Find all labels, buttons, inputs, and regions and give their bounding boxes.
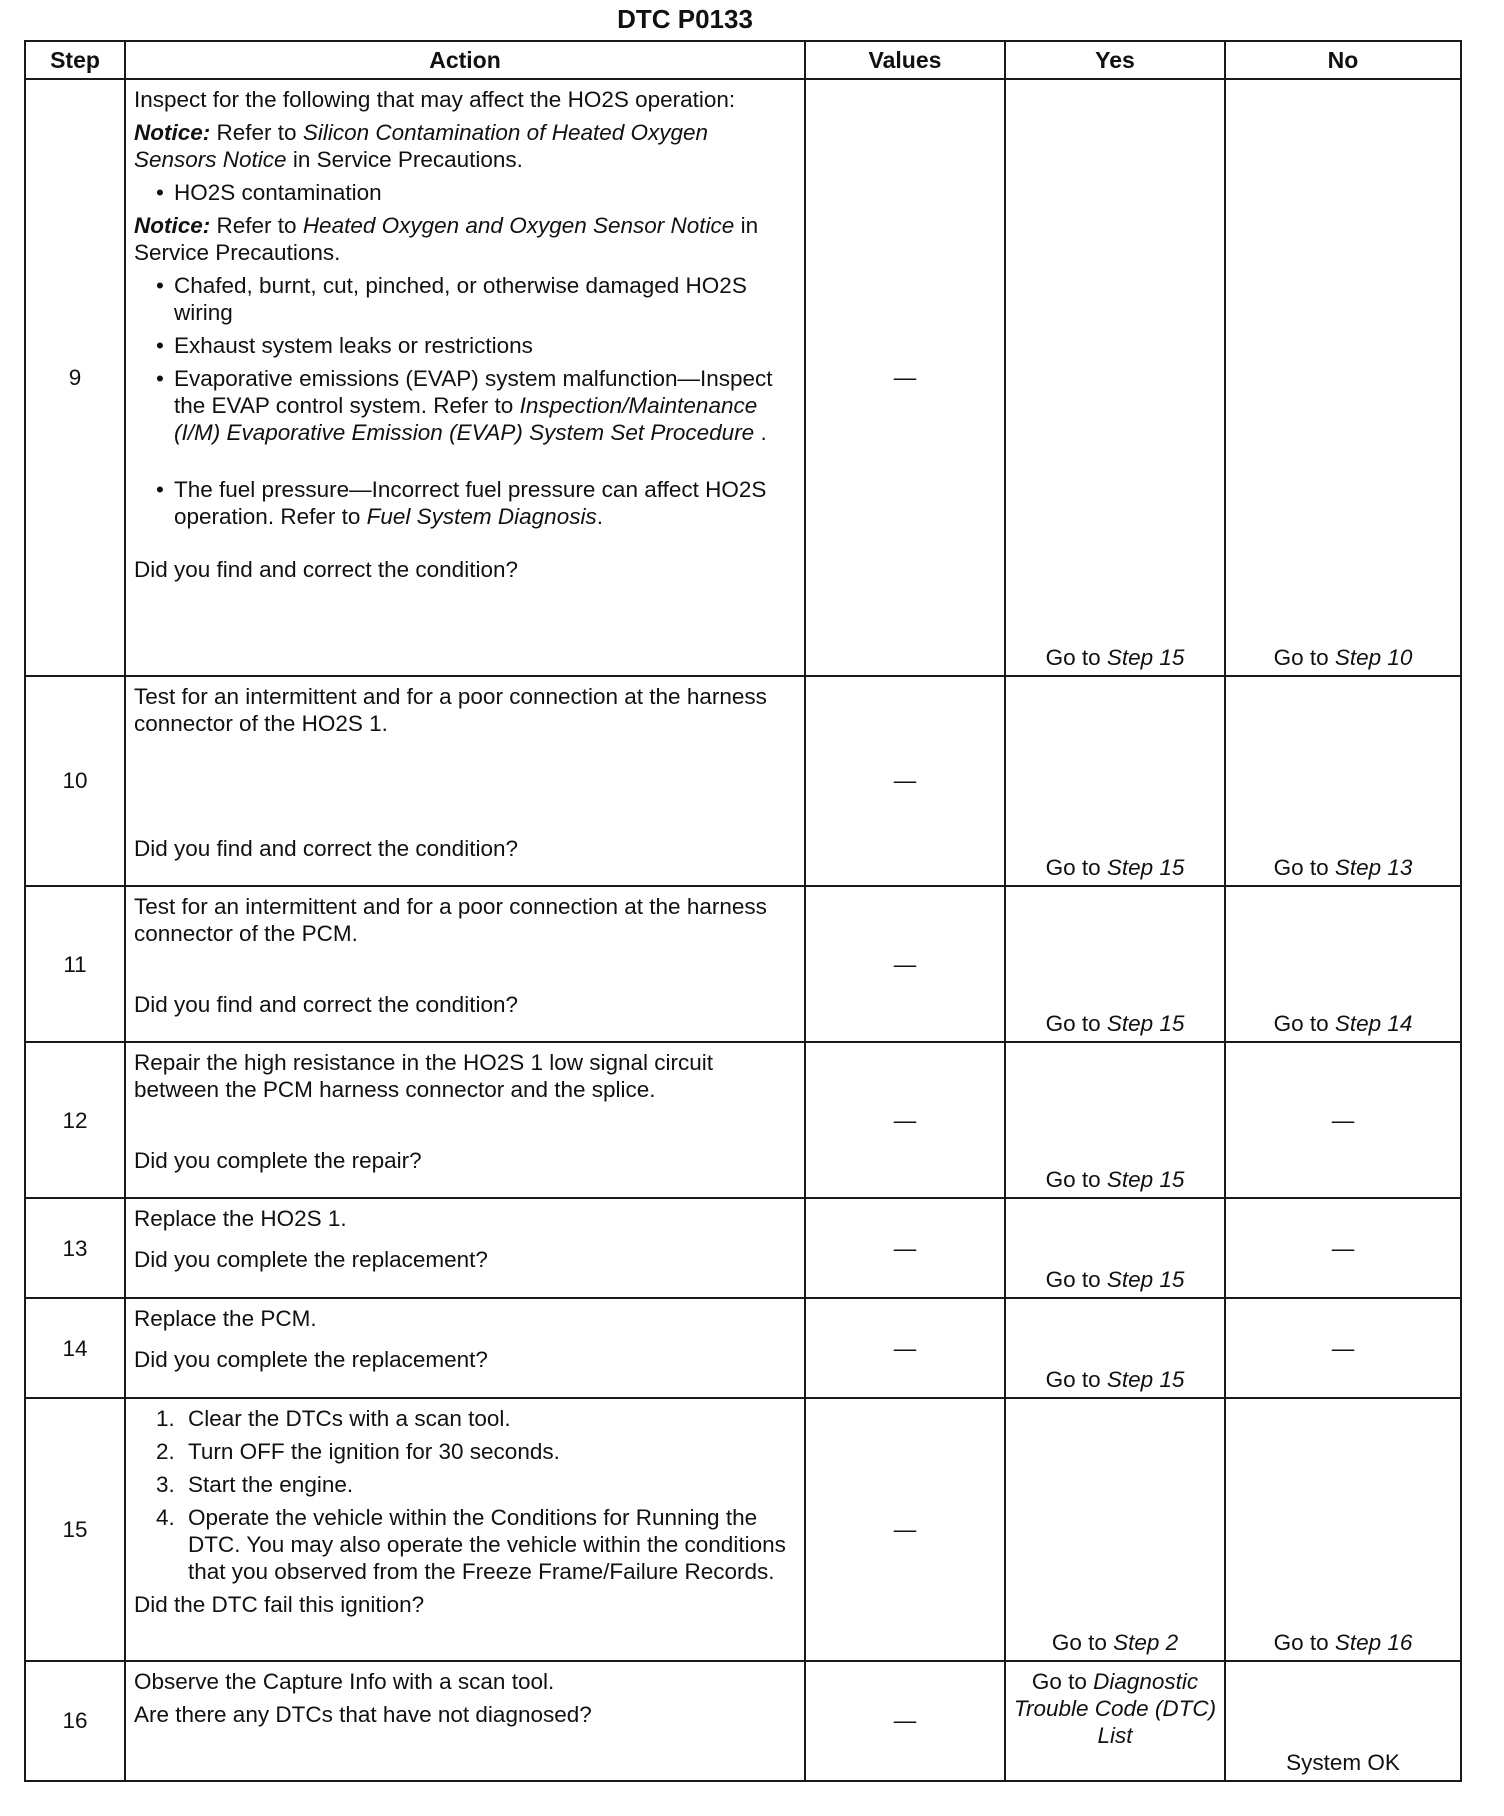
action-question: Did you find and correct the condition? (134, 991, 518, 1017)
yes-cell: Go to Step 15 (1005, 676, 1225, 886)
action-text: Test for an intermittent and for a poor connection at the harness connector of the HO2S 1. (134, 683, 767, 736)
list-item: 1. Clear the DTCs with a scan tool. (156, 1406, 511, 1432)
yes-cell: Go to Step 15 (1005, 1298, 1225, 1398)
values-cell: — (805, 1298, 1005, 1398)
table-row (25, 1398, 1461, 1660)
table-row (25, 676, 1461, 886)
no-cell: Go to Step 13 (1225, 676, 1461, 886)
header-values: Values (805, 41, 1005, 79)
step-number: 15 (25, 1398, 125, 1660)
list-item: 3. Start the engine. (156, 1472, 354, 1498)
list-item: • HO2S contamination (134, 179, 796, 206)
step-number: 13 (25, 1198, 125, 1298)
action-question: Did you find and correct the condition? (134, 557, 518, 582)
no-cell: Go to Step 16 (1225, 1398, 1461, 1660)
action-cell (125, 1298, 805, 1398)
yes-cell: Go to Step 15 (1005, 886, 1225, 1042)
table-row (25, 79, 1461, 676)
yes-cell: Go to Step 15 (1005, 1042, 1225, 1198)
diagnostic-table (24, 40, 1462, 1782)
action-question: Did you complete the repair? (134, 1148, 422, 1174)
no-cell: — (1225, 1298, 1461, 1398)
no-cell: — (1225, 1198, 1461, 1298)
action-cell (125, 1398, 805, 1660)
table-header-row (25, 41, 1461, 79)
table-row (25, 1198, 1461, 1298)
action-question: Did you complete the replacement? (134, 1247, 488, 1273)
values-cell: — (805, 1398, 1005, 1660)
no-cell: — (1225, 1042, 1461, 1198)
action-cell (125, 1661, 805, 1781)
action-cell (125, 1198, 805, 1298)
header-step: Step (25, 41, 125, 79)
list-item: • Chafed, burnt, cut, pinched, or otherwise damaged HO2S wiring (134, 272, 796, 326)
action-text: Replace the HO2S 1. (134, 1206, 347, 1232)
table-row (25, 1042, 1461, 1198)
header-no: No (1225, 41, 1461, 79)
yes-cell: Go to Diagnostic Trouble Code (DTC) List (1005, 1661, 1225, 1781)
action-question: Did you complete the replacement? (134, 1347, 488, 1373)
table-row (25, 1661, 1461, 1781)
step-number: 10 (25, 676, 125, 886)
action-question: Did the DTC fail this ignition? (134, 1592, 425, 1618)
step-number: 14 (25, 1298, 125, 1398)
notice: Notice: Refer to Heated Oxygen and Oxygen Sensor Notice in Service Precautions. (134, 213, 759, 265)
action-text: Test for an intermittent and for a poor connection at the harness connector of the PCM. (134, 893, 767, 946)
yes-cell: Go to Step 15 (1005, 1198, 1225, 1298)
list-item: • The fuel pressure—Incorrect fuel pressure can affect HO2S operation. Refer to Fuel System Diagnosis. (134, 476, 796, 530)
action-cell (125, 1042, 805, 1198)
yes-cell: Go to Step 15 (1005, 79, 1225, 676)
table-row (25, 1298, 1461, 1398)
step-number: 16 (25, 1661, 125, 1781)
header-yes: Yes (1005, 41, 1225, 79)
action-cell (125, 79, 805, 676)
values-cell: — (805, 1198, 1005, 1298)
list-item: 2. Turn OFF the ignition for 30 seconds. (156, 1439, 560, 1465)
action-cell (125, 676, 805, 886)
action-cell (125, 886, 805, 1042)
no-cell: Go to Step 10 (1225, 79, 1461, 676)
yes-cell: Go to Step 2 (1005, 1398, 1225, 1660)
table-row (25, 886, 1461, 1042)
list-item: • Exhaust system leaks or restrictions (134, 332, 796, 359)
values-cell: — (805, 886, 1005, 1042)
action-question: Did you find and correct the condition? (134, 835, 518, 861)
step-number: 11 (25, 886, 125, 1042)
values-cell: — (805, 79, 1005, 676)
action-text: Observe the Capture Info with a scan tool. (134, 1668, 555, 1694)
header-action: Action (125, 41, 805, 79)
list-item: • Evaporative emissions (EVAP) system malfunction—Inspect the EVAP control system. Refer to Inspection/Maintenance (I/M) Evaporative Emission (EVAP) System Set Procedure . (134, 365, 796, 446)
notice: Notice: Refer to Silicon Contamination of Heated Oxygen Sensors Notice in Service Precautions. (134, 120, 709, 172)
list-item: 4. Operate the vehicle within the Conditions for Running the DTC. You may also operate the vehicle within the conditions that you observed from the Freeze Frame/Failure Records. (156, 1505, 786, 1585)
action-text: Repair the high resistance in the HO2S 1 low signal circuit between the PCM harness connector and the splice. (134, 1050, 714, 1103)
page-title: DTC P0133 (617, 4, 753, 34)
values-cell: — (805, 1042, 1005, 1198)
action-question: Are there any DTCs that have not diagnosed? (134, 1701, 592, 1727)
values-cell: — (805, 676, 1005, 886)
values-cell: — (805, 1661, 1005, 1781)
action-text: Replace the PCM. (134, 1306, 317, 1332)
step-number: 12 (25, 1042, 125, 1198)
step-number: 9 (25, 79, 125, 676)
no-cell: System OK (1225, 1661, 1461, 1781)
no-cell: Go to Step 14 (1225, 886, 1461, 1042)
action-text: Inspect for the following that may affect the HO2S operation: (134, 87, 736, 112)
